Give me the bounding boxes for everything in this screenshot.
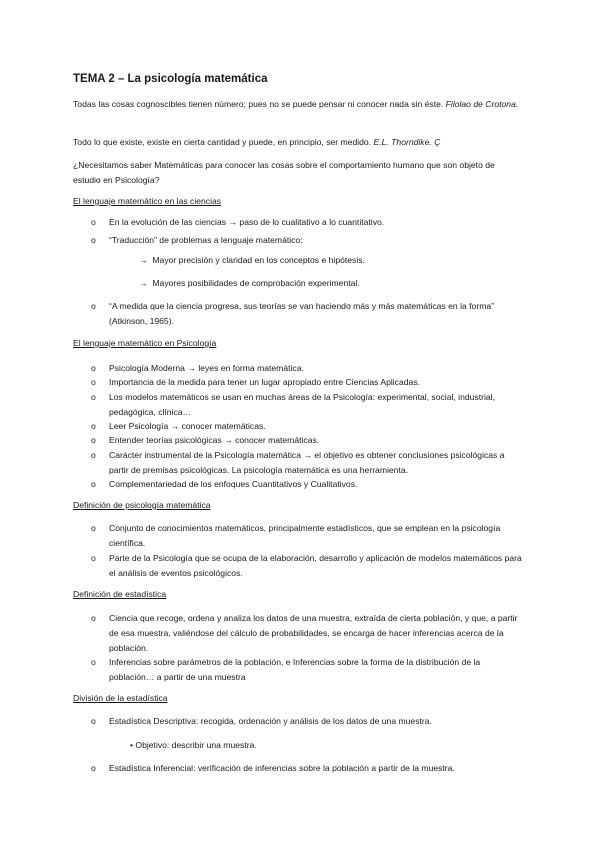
list-item: “A medida que la ciencia progresa, sus teorías se van haciendo más y más matemáticas en la forma” (Atkinson, 1965).: [109, 301, 494, 326]
bullet-icon: o: [91, 217, 96, 227]
quote-filolao: [73, 97, 523, 112]
list-item: Conjunto de conocimientos matemáticos, principalmente estadísticos, que se emplean en la psicología científica.: [109, 523, 501, 548]
bullet-icon: o: [91, 613, 96, 623]
bullet-icon: o: [91, 763, 96, 773]
bullet-icon: o: [91, 657, 96, 667]
section-heading: El lenguaje matemático en las ciencias: [73, 196, 222, 206]
sub-item-label: Mayor precisión y claridad en los conceptos e hipótesis.: [152, 255, 365, 265]
list-item: Leer Psicología → conocer matemáticas.: [109, 421, 266, 431]
list-item: Estadística Descriptiva: recogida, ordenación y análisis de los datos de una muestra.: [109, 716, 432, 726]
bullet-icon: o: [91, 235, 96, 245]
sub-item-label: Objetivo: describir una muestra.: [135, 740, 257, 750]
quote-text: Todas las cosas cognoscibles tienen número; pues no se puede pensar ni conocer nada sin éste.: [73, 99, 444, 109]
dot-icon: •: [130, 740, 134, 750]
section-heading: División de la estadística: [73, 693, 168, 703]
list-item: Ciencia que recoge, ordena y analiza los datos de una muestra, extraída de cierta población, y que, a partir de esa muestra, valiéndose del cálculo de probabilidades, se encarga de hacer inferencias acerca de la población.: [109, 613, 518, 653]
bullet-icon: o: [91, 523, 96, 533]
list-item: Los modelos matemáticos se usan en muchas áreas de la Psicología: experimental, social, industrial, pedagógica, clínica…: [109, 392, 495, 417]
section-heading: Definición de psicología matemática: [73, 500, 211, 510]
sub-item: [130, 738, 257, 753]
bullet-icon: o: [91, 479, 96, 489]
sub-item: [139, 253, 365, 268]
quote-author: E.L. Thorndike. Ç: [373, 137, 441, 147]
list-item: Carácter instrumental de la Psicología matemática → el objetivo es obtener conclusiones psicológicas a partir de premisas psicológicas. La psicología matemática es una herramienta.: [109, 450, 505, 475]
sub-item-label: Mayores posibilidades de comprobación experimental.: [152, 278, 360, 288]
quote-text: Todo lo que existe, existe en cierta cantidad y puede, en principio, ser medido.: [73, 137, 372, 147]
list-item: Psicología Moderna → leyes en forma matemática.: [109, 363, 304, 373]
document-title: TEMA 2 – La psicología matemática: [73, 73, 268, 85]
bullet-icon: o: [91, 553, 96, 563]
list-item: Complementariedad de los enfoques Cuantitativos y Cualitativos.: [109, 479, 358, 489]
bullet-icon: o: [91, 363, 96, 373]
quote-thorndike: [73, 135, 523, 150]
bullet-icon: o: [91, 421, 96, 431]
bullet-icon: o: [91, 716, 96, 726]
bullet-icon: o: [91, 450, 96, 460]
list-item: “Traducción” de problemas a lenguaje matemático:: [109, 235, 303, 245]
section-heading: El lenguaje matemático en Psicología: [73, 338, 217, 348]
sub-item: [139, 276, 360, 291]
list-item: En la evolución de las ciencias → paso de lo cualitativo a lo cuantitativo.: [109, 217, 385, 227]
quote-author: Filolao de Crotona.: [445, 99, 519, 109]
arrow-icon: →: [139, 255, 148, 265]
list-item: Inferencias sobre parámetros de la población, e Inferencias sobre la forma de la distribución de la población… a partir de una muestra: [109, 657, 481, 682]
bullet-icon: o: [91, 435, 96, 445]
bullet-icon: o: [91, 301, 96, 311]
arrow-icon: →: [139, 278, 148, 288]
bullet-icon: o: [91, 377, 96, 387]
bullet-icon: o: [91, 392, 96, 402]
list-item: Parte de la Psicología que se ocupa de la elaboración, desarrollo y aplicación de modelos matemáticos para el análisis de eventos psicológicos.: [109, 553, 522, 578]
intro-question: ¿Necesitamos saber Matemáticas para conocer las cosas sobre el comportamiento humano que son objeto de estudio en Psicología?: [73, 160, 495, 185]
section-heading: Definición de estadística: [73, 589, 167, 599]
list-item: Importancia de la medida para tener un lugar apropiado entre Ciencias Aplicadas.: [109, 377, 420, 387]
list-item: Entender teorías psicológicas → conocer matemáticas.: [109, 435, 320, 445]
list-item: Estadística Inferencial: verificación de inferencias sobre la población a partir de la muestra.: [109, 763, 455, 773]
